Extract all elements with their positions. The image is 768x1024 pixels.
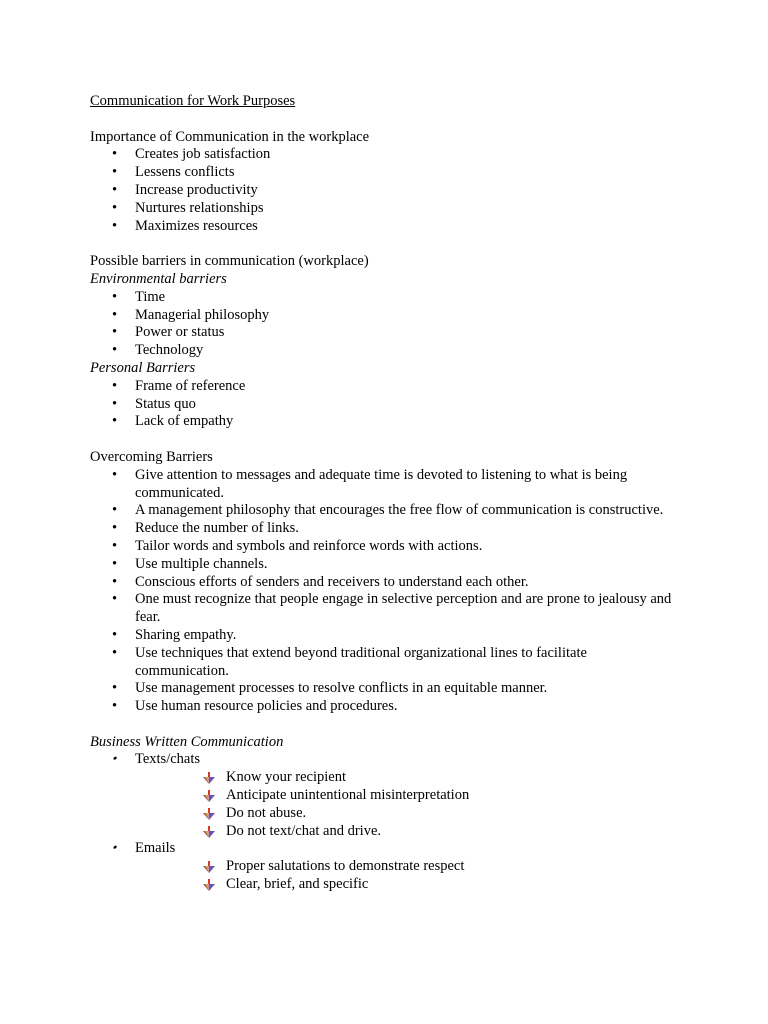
emails-sublist [90,858,680,894]
sub-list-item-text: Proper salutations to demonstrate respect [226,858,465,875]
sub-list-item [90,787,680,805]
list-item: • Maximizes resources [90,218,680,236]
sub-list-item [90,769,680,787]
document-title: Communication for Work Purposes [90,93,296,109]
spacer [90,111,680,129]
overcoming-heading: Overcoming Barriers [90,448,213,465]
list-item: • Use human resource policies and procedures. [90,698,680,716]
sub-list-item [90,876,680,894]
texts-chats-sublist [90,769,680,840]
arrow-bullet-icon [203,772,215,784]
list-item: • Use multiple channels. [90,556,680,574]
sub-list-item-text: Anticipate unintentional misinterpretation [226,787,470,804]
list-item: • Texts/chats [90,751,680,769]
arrow-bullet-icon [203,861,215,873]
arrow-bullet-icon [203,808,215,820]
list-item: • Use management processes to resolve conflicts in an equitable manner. [90,680,680,698]
list-item: • Reduce the number of links. [90,520,680,538]
sub-list-item-text: Do not abuse. [226,804,307,821]
document-body [90,93,680,894]
personal-barriers-list [90,378,680,431]
list-item: • Increase productivity [90,182,680,200]
sub-list-item [90,858,680,876]
sub-list-item-text: Know your recipient [226,769,346,786]
business-written-heading: Business Written Communication [90,733,284,750]
spacer [90,235,680,253]
arrow-bullet-icon [203,790,215,802]
environmental-barriers-list [90,289,680,360]
list-item: • Technology [90,342,680,360]
list-item: • Lessens conflicts [90,164,680,182]
list-item: • Sharing empathy. [90,627,680,645]
spacer [90,716,680,734]
list-item: • Conscious efforts of senders and receivers to understand each other. [90,574,680,592]
list-item: • Tailor words and symbols and reinforce words with actions. [90,538,680,556]
environmental-barriers-heading: Environmental barriers [90,270,227,287]
arrow-bullet-icon [203,879,215,891]
sub-list-item [90,805,680,823]
importance-list [90,146,680,235]
list-item: • One must recognize that people engage in selective perception and are prone to jealousy and fear. [90,591,680,627]
list-item: • Status quo [90,396,680,414]
list-item: • Emails [90,840,680,858]
sub-list-item-text: Do not text/chat and drive. [226,822,382,839]
business-written-list [90,840,680,858]
list-item: • Power or status [90,324,680,342]
barriers-heading: Possible barriers in communication (workplace) [90,253,369,270]
arrow-bullet-icon [203,826,215,838]
list-item: • Frame of reference [90,378,680,396]
list-item: • Nurtures relationships [90,200,680,218]
list-item: • A management philosophy that encourages the free flow of communication is constructive. [90,502,680,520]
list-item: • Managerial philosophy [90,307,680,325]
list-item: • Creates job satisfaction [90,146,680,164]
list-item: • Time [90,289,680,307]
spacer [90,431,680,449]
sub-list-item-text: Clear, brief, and specific [226,876,369,893]
list-item: • Use techniques that extend beyond traditional organizational lines to facilitate communication. [90,645,680,681]
sub-list-item [90,823,680,841]
list-item: • Give attention to messages and adequate time is devoted to listening to what is being communicated. [90,467,680,503]
business-written-list [90,751,680,769]
list-item: • Lack of empathy [90,413,680,431]
personal-barriers-heading: Personal Barriers [90,359,196,376]
overcoming-list [90,467,680,716]
importance-heading: Importance of Communication in the workplace [90,128,370,145]
